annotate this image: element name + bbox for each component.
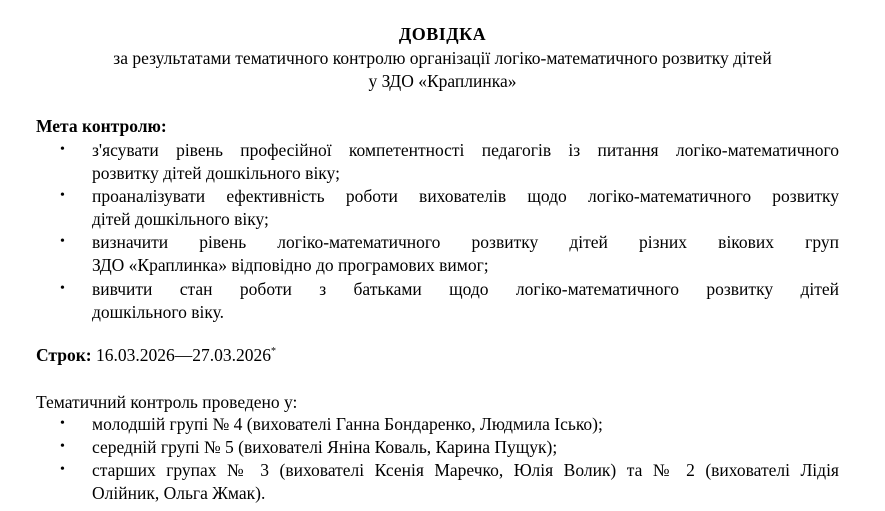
- bullet-icon: •: [60, 439, 65, 454]
- group-item-line: молодшій групі № 4 (вихователі Ганна Бондаренко, Людмила Ісько);: [92, 414, 603, 434]
- group-item-line: старших групах № 3 (вихователі Ксенія Маречко, Юлія Волик) та № 2 (вихователі Лідія: [92, 460, 839, 480]
- group-item-text: [92, 436, 839, 459]
- goal-item-line: дітей дошкільного віку;: [92, 209, 269, 229]
- goal-item-text: [92, 278, 839, 324]
- group-item-text: [92, 413, 839, 436]
- bullet-icon: •: [60, 416, 65, 431]
- goal-item-line: визначити рівень логіко-математичного розвитку дітей різних вікових груп: [92, 232, 839, 252]
- goal-item-text: [92, 139, 839, 185]
- term-value: 16.03.2026—27.03.2026: [96, 345, 271, 365]
- bullet-icon: •: [60, 281, 65, 296]
- bullet-icon: •: [60, 188, 65, 203]
- bullet-icon: •: [60, 462, 65, 477]
- group-item-line: середній групі № 5 (вихователі Яніна Коваль, Карина Пущук);: [92, 437, 558, 457]
- bullet-icon: •: [60, 234, 65, 249]
- group-item-line: Олійник, Ольга Жмак).: [92, 483, 266, 503]
- term-line: [36, 344, 276, 366]
- group-item-text: [92, 459, 839, 505]
- goal-item-line: дошкільного віку.: [92, 302, 224, 322]
- goal-item-line: з'ясувати рівень професійної компетентності педагогів із питання логіко-математичного: [92, 140, 839, 160]
- document-subtitle-line2: у ЗДО «Краплинка»: [368, 71, 517, 91]
- document-title: ДОВІДКА: [398, 24, 487, 44]
- term-label: Строк:: [36, 345, 92, 365]
- goal-item-line: ЗДО «Краплинка» відповідно до програмових вимог;: [92, 255, 489, 275]
- goal-item-line: розвитку дітей дошкільного віку;: [92, 163, 340, 183]
- term-footnote-mark[interactable]: *: [271, 346, 276, 358]
- goal-item-line: вивчити стан роботи з батьками щодо логіко-математичного розвитку дітей: [92, 279, 839, 299]
- bullet-icon: •: [60, 142, 65, 157]
- goal-heading: Мета контролю:: [36, 116, 167, 136]
- groups-intro: Тематичний контроль проведено у:: [36, 392, 298, 412]
- document-subtitle-line1: за результатами тематичного контролю організації логіко-математичного розвитку дітей: [113, 48, 772, 68]
- goal-item-text: [92, 185, 839, 231]
- goal-item-line: проаналізувати ефективність роботи вихователів щодо логіко-математичного розвитку: [92, 186, 839, 206]
- goal-item-text: [92, 231, 839, 277]
